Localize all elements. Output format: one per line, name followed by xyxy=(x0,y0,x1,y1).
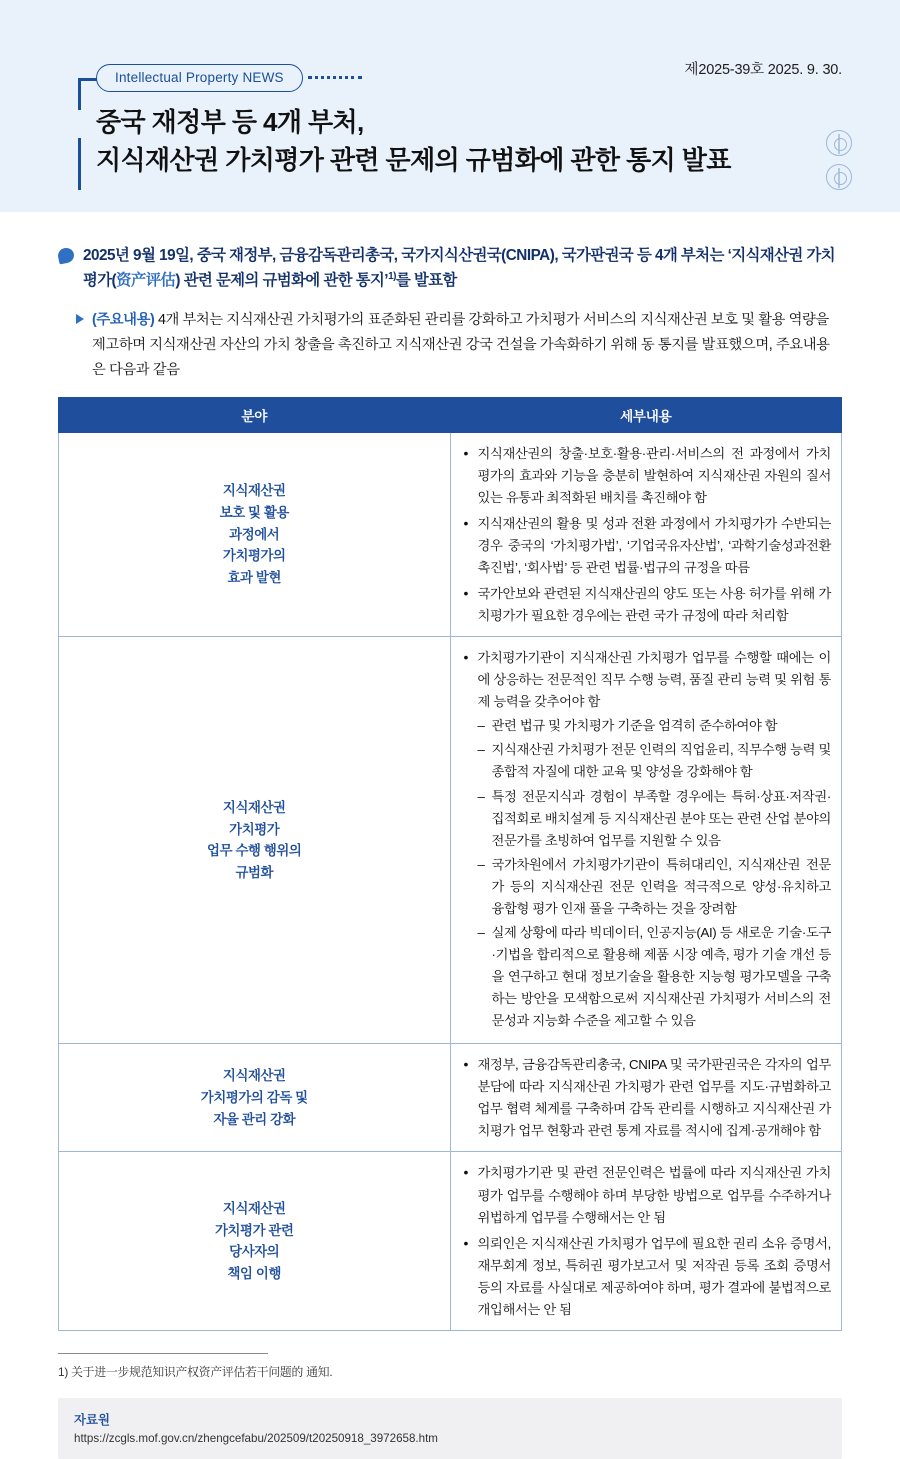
leaf-bullet-icon xyxy=(57,247,76,265)
page-title-line1: 중국 재정부 등 4개 부처, xyxy=(96,107,364,137)
bullet-item: • 가치평가기관 및 관련 전문인력은 법률에 따라 지식재산권 가치평가 업무를 수행해야 하며 부당한 방법으로 업무를 수주하거나 위법하게 업무를 수행해서는 안 됨 xyxy=(461,1162,832,1228)
table-cell-details xyxy=(450,432,842,637)
table-cell-category xyxy=(59,1152,451,1330)
page-title xyxy=(96,104,790,179)
bullet-item: • 지식재산권의 창출·보호·활용·관리·서비스의 전 과정에서 가치평가의 효과와 기능을 충분히 발현하여 지식재산권 자원의 질서 있는 유통과 최적화된 배치를 촉진해야 함 xyxy=(461,443,832,509)
category-line: 과정에서 xyxy=(229,526,280,542)
table-cell-details xyxy=(450,637,842,1044)
category-line: 보호 및 활용 xyxy=(219,504,289,520)
bullet-item: • 의뢰인은 지식재산권 가치평가 업무에 필요한 권리 소유 증명서, 재무회계 정보, 특허권 평가보고서 및 저작권 등록 조회 증명서 등의 자료를 사실대로 제공하여야 하며, 평가 결과에 불법적으로 개입해서는 안 됨 xyxy=(461,1233,832,1321)
table-header-category: 분야 xyxy=(59,397,451,432)
category-line: 지식재산권 xyxy=(222,799,286,815)
dotted-connector xyxy=(308,76,362,79)
lead-text-part1: 2025년 9월 19일, 중국 재정부, 금융감독관리총국, 국가지식산권국(CNIPA), 국가판권국 등 4개 부처는 ‘지식재산권 가치평가( xyxy=(83,247,836,289)
lead-text-part2: ) 관련 문제의 규범화에 관한 통지’ xyxy=(175,271,389,289)
table-header-row xyxy=(59,397,842,432)
sub-bullet-list xyxy=(478,715,832,1032)
sub-bullet-item: – 지식재산권 가치평가 전문 인력의 직업윤리, 직무수행 능력 및 종합적 자질에 대한 교육 및 양성을 강화해야 함 xyxy=(478,739,832,783)
category-line: 책임 이행 xyxy=(227,1265,281,1281)
table-cell-category xyxy=(59,637,451,1044)
footnote-divider xyxy=(58,1353,268,1354)
bullet-item: • 지식재산권의 활용 및 성과 전환 과정에서 가치평가가 수반되는 경우 중국의 ‘가치평가법’, ‘기업국유자산법’, ‘과학기술성과전환촉진법’, ‘회사법’ 등 관련 법률·법규의 규정을 따름 xyxy=(461,513,832,579)
summary-paragraph xyxy=(76,308,842,383)
header-inner xyxy=(0,0,900,212)
table-row xyxy=(59,1152,842,1330)
sub-bullet-item: – 특정 전문지식과 경험이 부족할 경우에는 특허·상표·저작권·집적회로 배치설계 등 지식재산권 분야 또는 관련 산업 분야의 전문가를 초빙하여 업무를 지원할 수 있음 xyxy=(478,786,832,852)
bullet-list xyxy=(461,1162,832,1320)
source-box xyxy=(58,1398,842,1459)
triangle-bullet-icon xyxy=(76,314,84,324)
decorative-circles xyxy=(826,130,856,198)
bullet-item: • 국가안보와 관련된 지식재산권의 양도 또는 사용 허가를 위해 가치평가가 필요한 경우에는 관련 국가 규정에 따라 처리함 xyxy=(461,583,832,627)
footnote-marker: 1) xyxy=(388,270,396,282)
page-title-line2: 지식재산권 가치평가 관련 문제의 규범화에 관한 통지 발표 xyxy=(96,144,731,175)
sub-bullet-item: – 실제 상황에 따라 빅데이터, 인공지능(AI) 등 새로운 기술·도구·기법을 합리적으로 활용해 제품 시장 예측, 평가 기술 개선 등을 연구하고 현대 정보기술을 활용한 지능형 평가모델을 구축하는 방안을 모색함으로써 지식재산권 가치평가 서비스의 전문성과 지능화 수준을 제고할 수 있음 xyxy=(478,922,832,1032)
article-body xyxy=(0,212,900,1445)
flower-icon xyxy=(826,164,852,190)
category-line: 업무 수행 행위의 xyxy=(207,843,302,859)
sub-bullet-item: – 관련 법규 및 가치평가 기준을 엄격히 준수하여야 함 xyxy=(478,715,832,737)
bullet-item: • 가치평가기관이 지식재산권 가치평가 업무를 수행할 때에는 이에 상응하는 전문적인 직무 수행 능력, 품질 관리 능력 및 위험 통제 능력을 갖추어야 함 – 관련 법규 및 가치평가 기준을 엄격히 준수하여야 함 – 지식재산권 가치평가 전문 인력의 직업윤리, 직무수행 능력 및 종합적 자질에 대한 교육 및 양성을 강화해야 함 – 특정 전문지식과 경험이 부족할 경우에는 특허·상표·저작권·집적회로 배치설계 등 지식재산권 분야 또는 관련 산업 분야의 전문가를 초빙하여 업무를 지원할 수 있음 – 국가차원에서 가치평가기관이 특허대리인, 지식재산권 전문가 등의 지식재산권 전문 인력을 적극적으로 양성·유치하고 융합형 평가 인재 풀을 구축하는 것을 장려함 – 실제 상황에 따라 빅데이터, 인공지능(AI) 등 새로운 기술·도구·기법을 합리적으로 활용해 제품 시장 예측, 평가 기술 개선 등을 연구하고 현대 정보기술을 활용한 지능형 평가모델을 구축하는 방안을 모색함으로써 지식재산권 가치평가 서비스의 전문성과 지능화 수준을 제고할 수 있음 xyxy=(461,647,832,1032)
lead-text-part3: 를 발표함 xyxy=(395,271,457,289)
category-line: 효과 발현 xyxy=(227,569,281,585)
bullet-list xyxy=(461,1054,832,1142)
table-body xyxy=(59,432,842,1330)
lead-paragraph xyxy=(58,244,842,294)
table-row xyxy=(59,1044,842,1152)
table-row xyxy=(59,637,842,1044)
category-line: 가치평가의 xyxy=(222,548,286,564)
lead-text xyxy=(83,244,842,294)
table-row xyxy=(59,432,842,637)
category-line: 지식재산권 xyxy=(222,1200,286,1216)
bracket-gap xyxy=(74,110,85,138)
bullet-list xyxy=(461,647,832,1032)
news-badge: Intellectual Property NEWS xyxy=(96,64,303,92)
category-line: 가치평가 관련 xyxy=(214,1222,294,1238)
category-line: 지식재산권 xyxy=(222,483,286,499)
category-line: 자율 관리 강화 xyxy=(213,1111,296,1127)
category-line: 가치평가의 감독 및 xyxy=(200,1090,308,1105)
bullet-list xyxy=(461,443,832,628)
category-line: 가치평가 xyxy=(229,821,280,837)
summary-label: (주요내용) xyxy=(92,311,155,328)
table-cell-details xyxy=(450,1044,842,1152)
flower-icon xyxy=(826,130,852,156)
category-line: 규범화 xyxy=(235,864,274,880)
table-cell-details xyxy=(450,1152,842,1330)
lead-text-chinese: 资产评估 xyxy=(116,271,176,289)
summary-text xyxy=(92,308,842,383)
category-line: 당사자의 xyxy=(229,1244,280,1260)
bullet-item: • 재정부, 금융감독관리총국, CNIPA 및 국가판권국은 각자의 업무 분담에 따라 지식재산권 가치평가 관련 업무를 지도·규범화하고 업무 협력 체계를 구축하며 감독 관리를 시행하고 지식재산권 가치평가 업무 현황과 관련 통계 자료를 적시에 집계·공개해야 함 xyxy=(461,1054,832,1142)
table-header-details: 세부내용 xyxy=(450,397,842,432)
table-cell-category xyxy=(59,432,451,637)
summary-body: 4개 부처는 지식재산권 가치평가의 표준화된 관리를 강화하고 가치평가 서비스의 지식재산권 보호 및 활용 역량을 제고하며 지식재산권 자산의 가치 창출을 촉진하고 지식재산권 강국 건설을 가속화하기 위해 동 통지를 발표했으며, 주요내용은 다음과 같음 xyxy=(92,311,830,378)
source-url[interactable]: https://zcgls.mof.gov.cn/zhengcefabu/202509/t20250918_3972658.htm xyxy=(74,1431,438,1445)
issue-number: 제2025-39호 2025. 9. 30. xyxy=(684,62,842,78)
category-line: 지식재산권 xyxy=(222,1068,286,1084)
header-band xyxy=(0,0,900,212)
details-table xyxy=(58,397,842,1331)
sub-bullet-item: – 국가차원에서 가치평가기관이 특허대리인, 지식재산권 전문가 등의 지식재산권 전문 인력을 적극적으로 양성·유치하고 융합형 평가 인재 풀을 구축하는 것을 장려함 xyxy=(478,854,832,920)
footnote-text: 1) 关于进一步规范知识产权资产评估若干问题的 通知. xyxy=(58,1364,333,1379)
source-label: 자료원 xyxy=(74,1412,110,1427)
table-cell-category xyxy=(59,1044,451,1152)
